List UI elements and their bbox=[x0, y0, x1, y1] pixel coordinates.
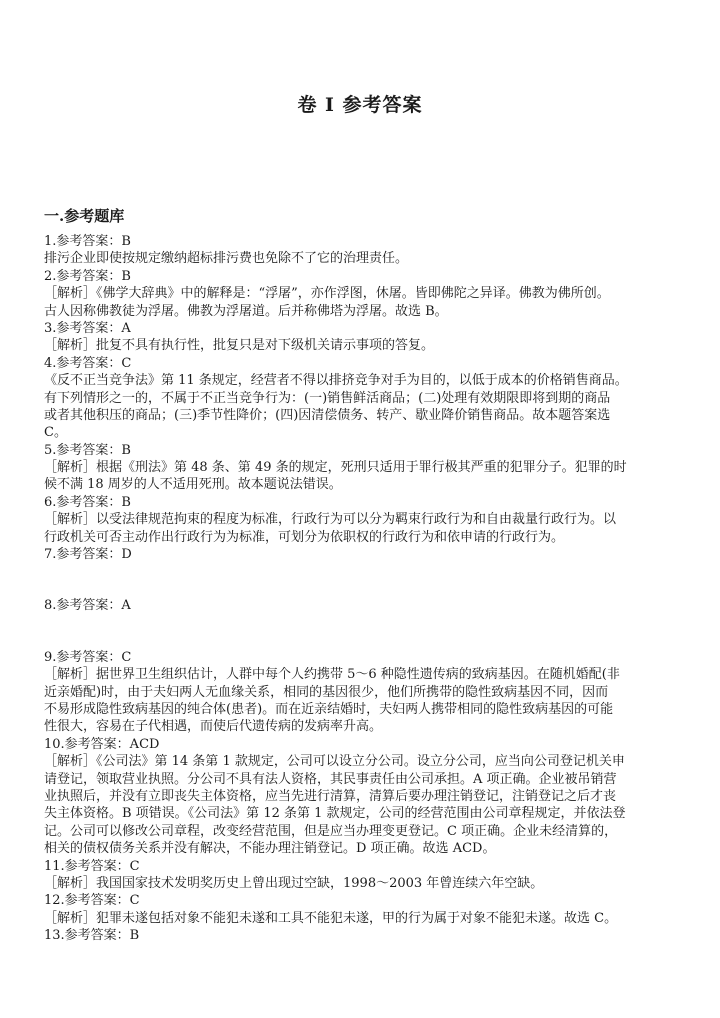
answer-line: 10.参考答案：ACD bbox=[44, 736, 160, 752]
explanation-line: ［解析］我国国家技术发明奖历史上曾出现过空缺，1998～2003 年曾连续六年空缺。 bbox=[44, 875, 544, 891]
explanation-line: 或者其他积压的商品；(三)季节性降价；(四)因清偿债务、转产、歇业降价销售商品。故本题答案选 bbox=[44, 407, 611, 423]
explanation-line: ［解析］据世界卫生组织估计，人群中每个人约携带 5～6 种隐性遗传病的致病基因。在随机婚配(非 bbox=[44, 667, 620, 683]
answer-line: 7.参考答案：D bbox=[44, 547, 132, 563]
answer-line: 8.参考答案：A bbox=[44, 598, 131, 614]
explanation-line: 记。公司可以修改公司章程，改变经营范围，但是应当办理变更登记。C 项正确。企业未经清算的， bbox=[44, 823, 618, 839]
explanation-line: 不易形成隐性致病基因的纯合体(患者)。而在近亲结婚时，夫妇两人携带相同的隐性致病基因的可能 bbox=[44, 701, 614, 717]
answer-line: 9.参考答案：C bbox=[44, 649, 132, 665]
explanation-line: ［解析］批复不具有执行性，批复只是对下级机关请示事项的答复。 bbox=[44, 338, 435, 354]
blank-gap bbox=[44, 615, 678, 649]
answer-line: 4.参考答案：C bbox=[44, 355, 132, 371]
answer-line: 6.参考答案：B bbox=[44, 494, 131, 510]
explanation-line: 性很大，容易在子代相遇，而使后代遗传病的发病率升高。 bbox=[44, 719, 383, 735]
answer-line: 13.参考答案：B bbox=[44, 928, 140, 944]
explanation-line: C。 bbox=[44, 425, 67, 441]
section-heading: 一.参考题库 bbox=[44, 207, 125, 225]
answer-line: 5.参考答案：B bbox=[44, 442, 131, 458]
explanation-line: 相关的债权债务关系并没有解决，不能办理注销登记。D 项正确。故选 ACD。 bbox=[44, 841, 496, 857]
explanation-line: ［解析］《公司法》第 14 条第 1 款规定，公司可以设立分公司。设立分公司，应当向公司登记机关申 bbox=[44, 754, 625, 770]
explanation-line: 请登记，领取营业执照。分公司不具有法人资格，其民事责任由公司承担。A 项正确。企业被吊销营 bbox=[44, 771, 617, 787]
page-title: 卷 I 参考答案 bbox=[297, 94, 423, 116]
explanation-line: 古人因称佛教徒为浮屠。佛教为浮屠道。后并称佛塔为浮屠。故选 B。 bbox=[44, 303, 448, 319]
answer-line: 1.参考答案：B bbox=[44, 234, 131, 249]
explanation-line: ［解析］犯罪未遂包括对象不能犯未遂和工具不能犯未遂，甲的行为属于对象不能犯未遂。故选 C。 bbox=[44, 910, 618, 926]
explanation-line: ［解析］以受法律规范拘束的程度为标准，行政行为可以分为羁束行政行为和自由裁量行政行为。以 bbox=[44, 512, 617, 528]
explanation-line: 行政机关可否主动作出行政行为为标准，可划分为依职权的行政行为和依申请的行政行为。 bbox=[44, 529, 565, 545]
answer-list bbox=[44, 233, 678, 944]
answer-line: 2.参考答案：B bbox=[44, 268, 131, 284]
explanation-line: 失主体资格。B 项错误。《公司法》第 12 条第 1 款规定，公司的经营范围由公司章程规定，并依法登 bbox=[44, 806, 626, 822]
explanation-line: 候不满 18 周岁的人不适用死刑。故本题说法错误。 bbox=[44, 477, 342, 493]
answer-line: 12.参考答案：C bbox=[44, 893, 140, 909]
answer-line: 3.参考答案：A bbox=[44, 320, 131, 336]
explanation-line: 业执照后，并没有立即丧失主体资格，应当先进行清算，清算后要办理注销登记，注销登记之后才丧 bbox=[44, 788, 617, 804]
explanation-line: ［解析］根据《刑法》第 48 条、第 49 条的规定，死刑只适用于罪行极其严重的犯罪分子。犯罪的时 bbox=[44, 460, 627, 476]
blank-gap bbox=[44, 563, 678, 597]
explanation-line: ［解析］《佛学大辞典》中的解释是：“浮屠”，亦作浮图，休屠。皆即佛陀之异译。佛教为佛所创。 bbox=[44, 286, 610, 302]
explanation-line: 《反不正当竞争法》第 11 条规定，经营者不得以排挤竞争对手为目的，以低于成本的价格销售商品。 bbox=[44, 373, 628, 389]
explanation-line: 排污企业即使按规定缴纳超标排污费也免除不了它的治理责任。 bbox=[44, 251, 409, 267]
explanation-line: 有下列情形之一的，不属于不正当竞争行为：(一)销售鲜活商品；(二)处理有效期限即将到期的商品 bbox=[44, 390, 611, 406]
explanation-line: 近亲婚配)时，由于夫妇两人无血缘关系，相同的基因很少，他们所携带的隐性致病基因不同，因而 bbox=[44, 684, 609, 700]
answer-line: 11.参考答案：C bbox=[44, 858, 140, 874]
